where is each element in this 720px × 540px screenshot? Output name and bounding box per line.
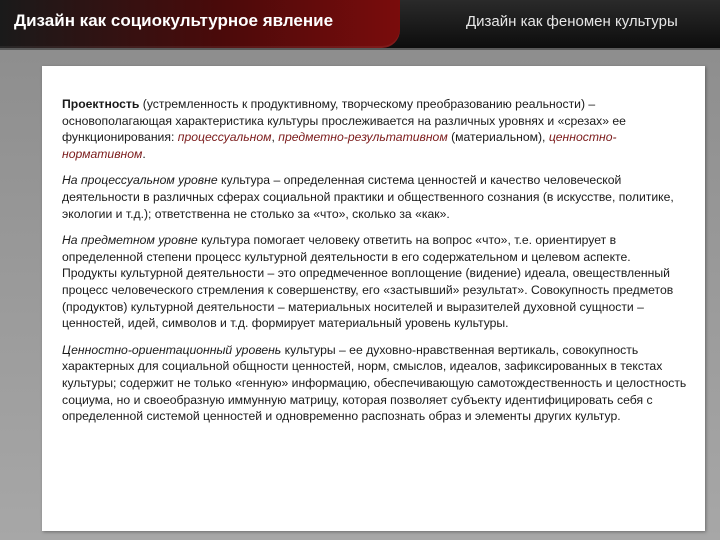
slide-header <box>0 0 720 48</box>
paragraph-lead: На предметном уровне <box>62 233 198 248</box>
paragraph-processual-level <box>62 172 687 222</box>
paragraph-lead: На процессуальном уровне <box>62 173 218 188</box>
level-object-result: предметно-результативном <box>278 130 448 145</box>
section-title: Дизайн как феномен культуры <box>466 13 678 30</box>
paragraph-text: . <box>142 146 146 161</box>
paragraph-text: (устремленность к продуктивному, творческому преобразованию реальности) – основополагающая характеристика культуры прослеживается на различных уровнях и «срезах» ее функционирования: <box>62 97 626 145</box>
paragraph-object-level <box>62 232 687 332</box>
term-projectness: Проектность <box>62 97 140 111</box>
paragraph-text: культуры – ее духовно-нравственная вертикаль, совокупность характерных для социальной общности ценностей, норм, смыслов, идеалов, зафиксированных в текстах культуры; содержит не только «генную» информацию, обеспечивающую самотождественность и целостность социума, но и своеобразную иммунную матрицу, которая позволяет субъекту идентифицировать себя с определенной системой ценностей и одновременно распознать образ и элементы других культур. <box>62 342 687 424</box>
paragraph-lead: Ценностно-ориентационный уровень <box>62 342 282 357</box>
header-title-panel <box>0 0 400 48</box>
separator-text: , <box>271 130 279 145</box>
slide-body <box>62 96 687 435</box>
slide-title: Дизайн как социокультурное явление <box>14 11 334 30</box>
paragraph-text: культура помогает человеку ответить на вопрос «что», т.е. ориентирует в определенной степени процесс культурной деятельности в его содержательном и целевом аспекте. Продукты культурной деятельности – это опредмеченное воплощение (видение) идеала, овеществленный процесс человеческого стремления к совершенству, его «застывший» результат». Совокупность предметов (продуктов) культурной деятельности – материальных носителей и выразителей духовной сущности – ценностей, идей, символов и т.д. формирует материальный уровень культуры. <box>62 233 674 331</box>
level-processual: процессуальном <box>177 130 272 145</box>
paragraph-design-projectness <box>62 96 687 162</box>
paragraph-value-level <box>62 342 687 425</box>
level-value-normative: ценностно-нормативном <box>62 130 617 161</box>
paragraph-text: культура – определенная система ценностей и качество человеческой деятельности в различных сферах социальной практики и общественного сознания (в искусстве, политике, экологии и т.д.); ответственна не столько за «что», сколько за «как». <box>62 173 674 221</box>
paragraph-text: (материальном), <box>447 130 549 145</box>
